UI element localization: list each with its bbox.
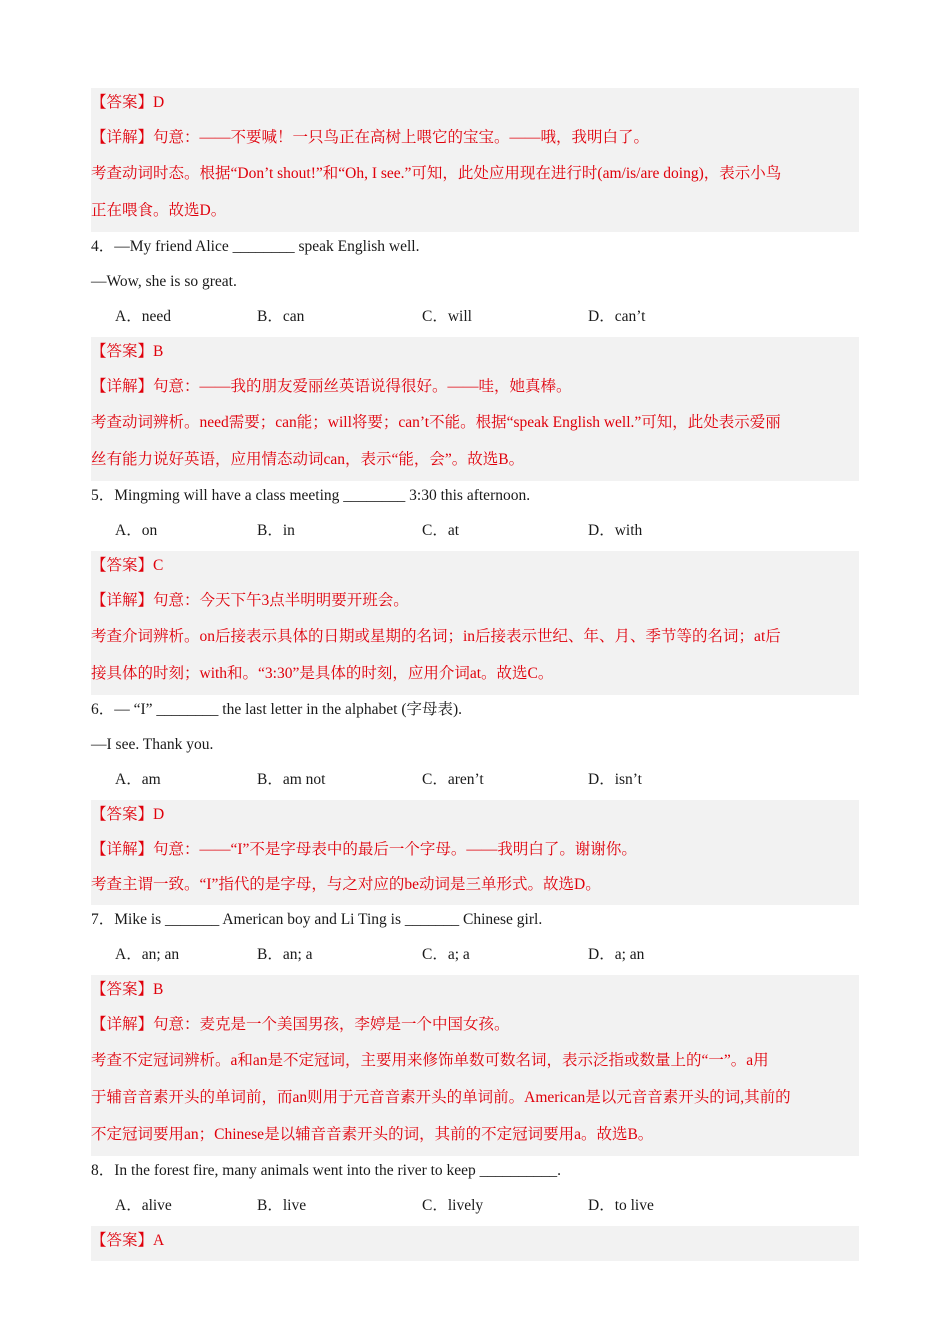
q7-explain-3: 不定冠词要用an；Chinese是以辅音音素开头的词，其前的不定冠词要用a。故选B。	[91, 1126, 654, 1143]
q8-option-b: B．live	[257, 1197, 307, 1214]
q7-option-c: C．a; a	[422, 946, 470, 963]
q7-explain-2: 于辅音音素开头的单词前，而an则用于元音音素开头的单词前。American是以元音音素开头的词,其前的	[91, 1089, 791, 1106]
q8-option-a: A．alive	[115, 1197, 172, 1214]
q4-options	[91, 302, 859, 337]
q5-options	[91, 516, 859, 551]
q4-question	[91, 232, 859, 337]
q6-stem-1: 6．— “I” ________ the last letter in the alphabet (字母表).	[91, 701, 463, 718]
q6-answer-box	[91, 800, 859, 905]
q6-stem-2: —I see. Thank you.	[91, 736, 214, 753]
q4-stem-2: —Wow, she is so great.	[91, 273, 237, 290]
q7-option-d: D．a; an	[588, 946, 645, 963]
q4-answer-box	[91, 337, 859, 481]
q6-option-b: B．am not	[257, 771, 326, 788]
q6-answer: 【答案】D	[91, 806, 165, 823]
q4-answer: 【答案】B	[91, 343, 164, 360]
q5-option-d: D．with	[588, 522, 643, 539]
q6-option-a: A．am	[115, 771, 161, 788]
q5-answer: 【答案】C	[91, 557, 164, 574]
q5-answer-box	[91, 551, 859, 695]
q5-detail: 【详解】句意：今天下午3点半明明要开班会。	[91, 592, 409, 609]
q5-option-b: B．in	[257, 522, 295, 539]
q3-answer: 【答案】D	[91, 94, 165, 111]
q4-explain-2: 丝有能力说好英语，应用情态动词can，表示“能，会”。故选B。	[91, 451, 525, 468]
q8-option-d: D．to live	[588, 1197, 654, 1214]
q8-answer: 【答案】A	[91, 1232, 165, 1249]
q6-option-c: C．aren’t	[422, 771, 484, 788]
q4-option-d: D．can’t	[588, 308, 646, 325]
q5-question	[91, 481, 859, 551]
q8-stem-1: 8．In the forest fire, many animals went into the river to keep __________.	[91, 1162, 562, 1179]
q5-stem-1: 5．Mingming will have a class meeting ________ 3:30 this afternoon.	[91, 487, 531, 504]
q7-answer-box	[91, 975, 859, 1156]
q8-option-c: C．lively	[422, 1197, 484, 1214]
q4-option-a: A．need	[115, 308, 171, 325]
q7-question	[91, 905, 859, 975]
q8-question	[91, 1156, 859, 1226]
q5-explain-2: 接具体的时刻；with和。“3:30”是具体的时刻，应用介词at。故选C。	[91, 665, 554, 682]
q4-explain-1: 考查动词辨析。need需要；can能；will将要；can’t不能。根据“speak English well.”可知，此处表示爱丽	[91, 414, 781, 431]
q7-option-a: A．an; an	[115, 946, 180, 963]
q7-option-b: B．an; a	[257, 946, 313, 963]
q4-option-b: B．can	[257, 308, 305, 325]
q3-detail: 【详解】句意：——不要喊！一只鸟正在高树上喂它的宝宝。——哦，我明白了。	[91, 129, 650, 146]
exercise-page	[91, 88, 859, 1261]
q3-explain-1: 考查动词时态。根据“Don’t shout!”和“Oh, I see.”可知，此处应用现在进行时(am/is/are doing)，表示小鸟	[91, 165, 782, 182]
q3-answer-box	[91, 88, 859, 232]
q3-explain-2: 正在喂食。故选D。	[91, 202, 227, 219]
q7-options	[91, 940, 859, 975]
q6-detail: 【详解】句意：——“I”不是字母表中的最后一个字母。——我明白了。谢谢你。	[91, 841, 637, 858]
q8-answer-box	[91, 1226, 859, 1261]
q6-option-d: D．isn’t	[588, 771, 642, 788]
q6-options	[91, 765, 859, 800]
q7-stem-1: 7．Mike is _______ American boy and Li Ting is _______ Chinese girl.	[91, 911, 543, 928]
q7-explain-1: 考查不定冠词辨析。a和an是不定冠词，主要用来修饰单数可数名词，表示泛指或数量上的“一”。a用	[91, 1052, 769, 1069]
q5-option-a: A．on	[115, 522, 158, 539]
q5-option-c: C．at	[422, 522, 460, 539]
q4-detail: 【详解】句意：——我的朋友爱丽丝英语说得很好。——哇，她真棒。	[91, 378, 572, 395]
q7-answer: 【答案】B	[91, 981, 164, 998]
q8-options	[91, 1191, 859, 1226]
q6-explain-1: 考查主谓一致。“I”指代的是字母，与之对应的be动词是三单形式。故选D。	[91, 876, 601, 893]
q5-explain-1: 考查介词辨析。on后接表示具体的日期或星期的名词；in后接表示世纪、年、月、季节等的名词；at后	[91, 628, 781, 645]
q7-detail: 【详解】句意：麦克是一个美国男孩，李婷是一个中国女孩。	[91, 1016, 510, 1033]
q4-stem-1: 4．—My friend Alice ________ speak English well.	[91, 238, 420, 255]
q4-option-c: C．will	[422, 308, 472, 325]
q6-question	[91, 695, 859, 800]
